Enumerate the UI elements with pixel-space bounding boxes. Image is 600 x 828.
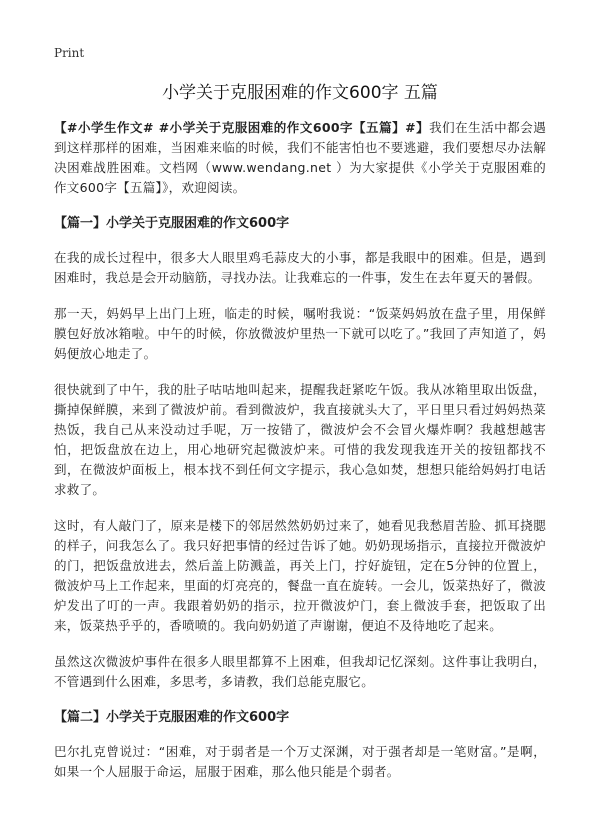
- section1-paragraph: 这时，有人敲门了，原来是楼下的邻居然然奶奶过来了，她看见我愁眉苦脸、抓耳挠腮的样子，问我怎么了。我只好把事情的经过告诉了她。奶奶现场指示，直接拉开微波炉的门，把饭盘放进去，然后盖上防溅盖，再关上门，拧好旋钮，定在5分钟的位置上，微波炉马上工作起来，里面的灯亮亮的，餐盘一直在旋转。一会儿，饭菜热好了，微波炉发出了叮的一声。我跟着奶奶的指示，拉开微波炉门，套上微波手套，把饭取了出来，饭菜热乎乎的，香喷喷的。我向奶奶道了声谢谢，便迫不及待地吃了起来。: [54, 518, 546, 633]
- section-heading-1: 【篇一】小学关于克服困难的作文600字: [54, 216, 290, 231]
- section1-paragraph: 在我的成长过程中，很多大人眼里鸡毛蒜皮大的小事，都是我眼中的困难。但是，遇到困难时，我总是会开动脑筋，寻找办法。让我难忘的一件事，发生在去年夏天的暑假。: [54, 250, 546, 285]
- document-body: [54, 118, 546, 798]
- document-title: 小学关于克服困难的作文600字 五篇: [162, 83, 438, 103]
- section1-paragraph: 那一天，妈妈早上出门上班，临走的时候，嘱咐我说：“饭菜妈妈放在盘子里，用保鲜膜包好放冰箱啦。中午的时候，你放微波炉里热一下就可以吃了。”我回了声知道了，妈妈便放心地走了。: [54, 306, 546, 361]
- section1-paragraph: 虽然这次微波炉事件在很多人眼里都算不上困难，但我却记忆深刻。这件事让我明白，不管遇到什么困难，多思考，多请教，我们总能克服它。: [54, 654, 546, 689]
- intro-text: 我们在生活中都会遇到这样那样的困难，当困难来临的时候，我们不能害怕也不要逃避，我们要想尽办法解决困难战胜困难。文档网（www.wendang.net ）为大家提供《小学关于克服困难的作文600字【五篇】》，欢迎阅读。: [54, 120, 547, 195]
- intro-bold-lead: 【#小学生作文# #小学关于克服困难的作文600字【五篇】#】: [54, 120, 430, 135]
- print-label: Print: [54, 46, 85, 60]
- section2-paragraph: 巴尔扎克曾说过：“困难，对于弱者是一个万丈深渊，对于强者却是一笔财富。”是啊，如果一个人屈服于命运，屈服于困难，那么他只能是个弱者。: [54, 744, 546, 779]
- intro-paragraph: [54, 118, 546, 198]
- section1-paragraph: 很快就到了中午，我的肚子咕咕地叫起来，提醒我赶紧吃午饭。我从冰箱里取出饭盘，撕掉保鲜膜，来到了微波炉前。看到微波炉，我直接就头大了，平日里只看过妈妈热菜热饭，我自己从来没动过手呢，万一按错了，微波炉会不会冒火爆炸啊？我越想越害怕，把饭盘放在边上，用心地研究起微波炉来。可惜的我发现我连开关的按钮都找不到，在微波炉面板上，根本找不到任何文字提示，我心急如焚，想想只能给妈妈打电话求救了。: [54, 382, 546, 497]
- section-heading-2: 【篇二】小学关于克服困难的作文600字: [54, 710, 290, 725]
